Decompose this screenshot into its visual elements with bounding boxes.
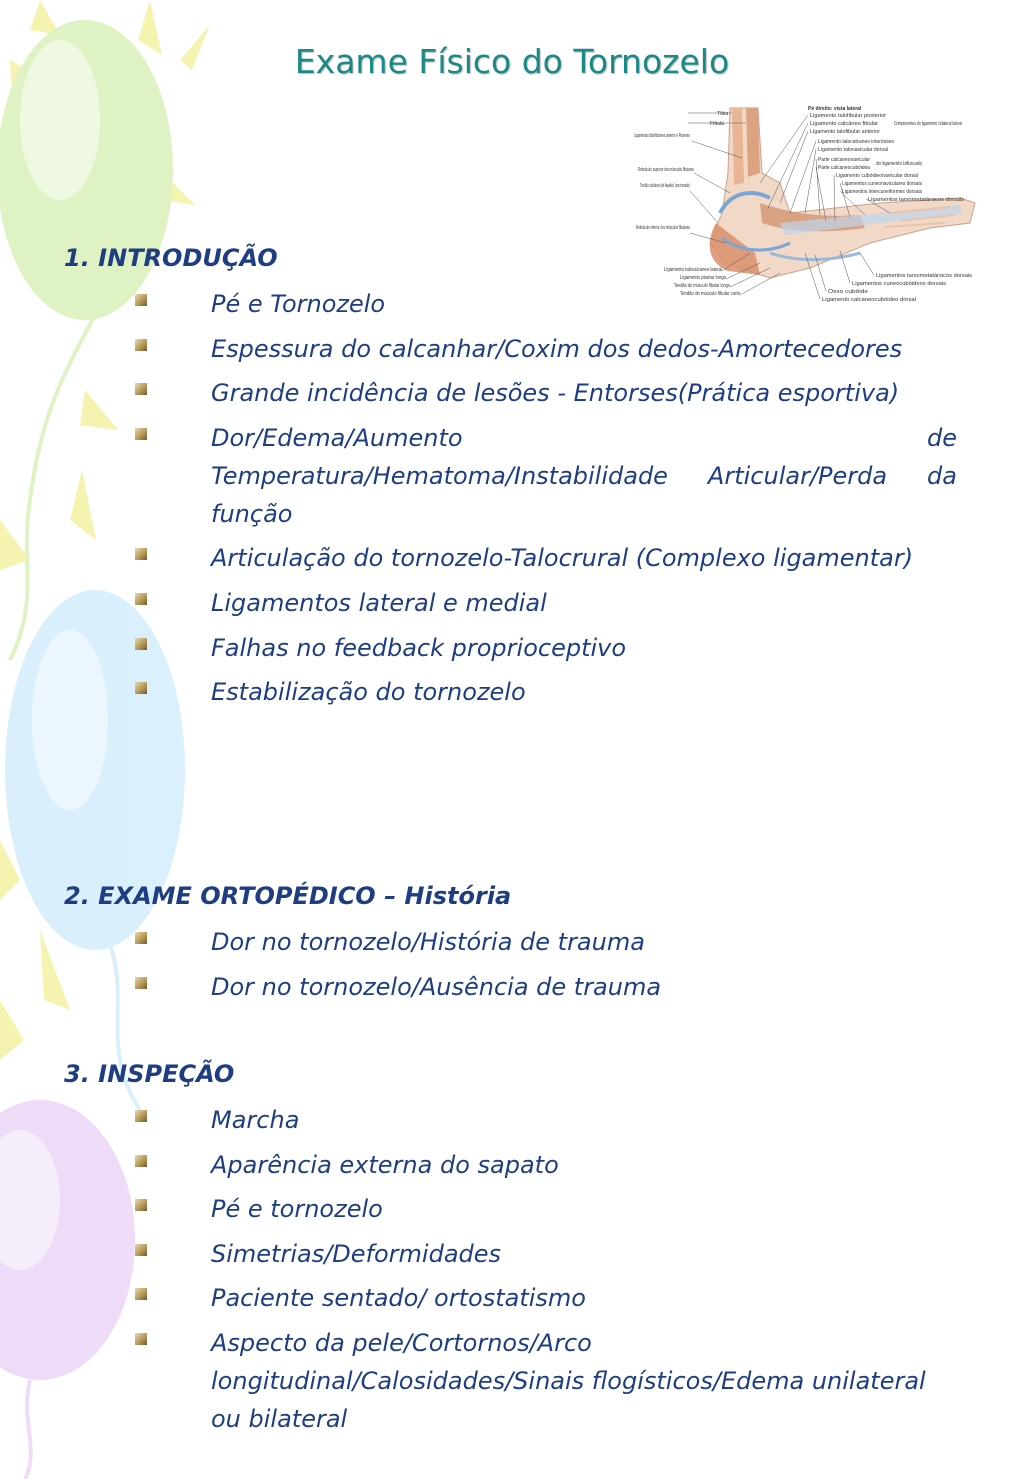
figure-label: Ligamento calcâneo fibular [810, 121, 879, 127]
figure-label: Tendão do músculo fibular longo [674, 283, 731, 289]
bullet-list-inspecao [0, 1101, 957, 1445]
list-item: Aparência externa do sapato [0, 1146, 957, 1184]
square-bullet-icon [135, 548, 147, 560]
figure-label: Parte calcaneonavicular [818, 157, 871, 163]
list-item: Pé e tornozelo [0, 1190, 957, 1228]
square-bullet-icon [135, 1155, 147, 1167]
figure-label: Retináculo superior dos músculos fibulares [638, 167, 695, 173]
figure-label: Tendão do músculo fibular curto [680, 291, 741, 297]
figure-label: Osso cubóide [828, 289, 869, 295]
figure-label: Ligamento calcaneocubóideo dorsal [822, 297, 916, 303]
list-item: Dor/Edema/Aumento de Temperatura/Hematoma/Instabilidade Articular/Perda da função [0, 419, 957, 533]
figure-label: Tendão calcâneo (de Aquiles) (seccionado) [640, 183, 691, 189]
square-bullet-icon [135, 1199, 147, 1211]
figure-label: Parte calcaneocubóidea [818, 165, 871, 171]
list-item: Dor no tornozelo/Ausência de trauma [0, 968, 957, 1006]
list-item: Falhas no feedback proprioceptivo [0, 629, 957, 667]
figure-label: Ligamento talofibular anterior [810, 129, 881, 135]
figure-label: Retináculo inferior dos músculos fibulares [636, 225, 691, 231]
list-item: Pé e Tornozelo [0, 285, 957, 323]
list-item: Dor no tornozelo/História de trauma [0, 923, 957, 961]
list-item: Aspecto da pele/Cortornos/Arco longitudinal/Calosidades/Sinais flogísticos/Edema unilateral ou bilateral [0, 1324, 957, 1438]
square-bullet-icon [135, 1288, 147, 1300]
figure-label: Ligamentos tarsometatársicos dorsais [876, 273, 973, 279]
square-bullet-icon [135, 294, 147, 306]
page-title: Exame Físico do Tornozelo [294, 42, 730, 81]
figure-caption: Pé direito: vista lateral [808, 106, 862, 112]
list-item: Articulação do tornozelo-Talocrural (Complexo ligamentar) [0, 539, 957, 577]
figure-label: Ligamentos tarsometatársicos dorsais [868, 197, 965, 203]
figure-label: Tíbia [717, 111, 729, 117]
figure-label: Ligamento plantar longo [680, 275, 727, 281]
square-bullet-icon [135, 428, 147, 440]
list-item: Espessura do calcanhar/Coxim dos dedos-Amortecedores [0, 330, 957, 368]
square-bullet-icon [135, 1244, 147, 1256]
figure-label: Fíbula [710, 121, 724, 127]
square-bullet-icon [135, 977, 147, 989]
figure-label: Ligamento talofibular posterior [810, 113, 887, 119]
square-bullet-icon [135, 932, 147, 944]
figure-label: Ligamentos cuneocubóideos dorsais [852, 281, 947, 287]
list-item: Ligamentos lateral e medial [0, 584, 957, 622]
ankle-ligaments-illustration [630, 103, 986, 315]
square-bullet-icon [135, 682, 147, 694]
figure-label: Componentes do ligamento colateral lateral [894, 121, 962, 127]
list-item: Grande incidência de lesões - Entorses(Prática esportiva) [0, 374, 957, 412]
square-bullet-icon [135, 638, 147, 650]
square-bullet-icon [135, 339, 147, 351]
bullet-list-introducao [0, 285, 957, 718]
figure-label: Ligamento talocalcaneo lateral [664, 267, 722, 273]
figure-label: Ligamento talocalcaneo interósseo [818, 139, 895, 145]
figure-label: Ligamentos cuneonaviculares dorsais [842, 181, 923, 187]
figure-label: Ligamentos tibiofibulares anterior e Posterior [634, 133, 691, 139]
figure-label: do ligamento bifurcado [876, 161, 923, 167]
bullet-list-exame-ortopedico [0, 923, 957, 1012]
figure-label: Ligamentos intercuneiformes dorsais [842, 189, 923, 195]
figure-label: Ligamento cubóideonavicular dorsal [836, 173, 918, 179]
square-bullet-icon [135, 593, 147, 605]
ankle-anatomy-figure [630, 103, 986, 315]
square-bullet-icon [135, 1110, 147, 1122]
list-item: Estabilização do tornozelo [0, 673, 957, 711]
square-bullet-icon [135, 383, 147, 395]
section-heading-introducao: 1. INTRODUÇÃO [64, 244, 278, 272]
section-heading-exame-ortopedico: 2. EXAME ORTOPÉDICO – História [64, 882, 512, 910]
square-bullet-icon [135, 1333, 147, 1345]
list-item: Simetrias/Deformidades [0, 1235, 957, 1273]
section-heading-inspecao: 3. INSPEÇÃO [64, 1060, 235, 1088]
list-item: Marcha [0, 1101, 957, 1139]
list-item: Paciente sentado/ ortostatismo [0, 1279, 957, 1317]
figure-label: Ligamento talonavicular dorsal [818, 147, 888, 153]
